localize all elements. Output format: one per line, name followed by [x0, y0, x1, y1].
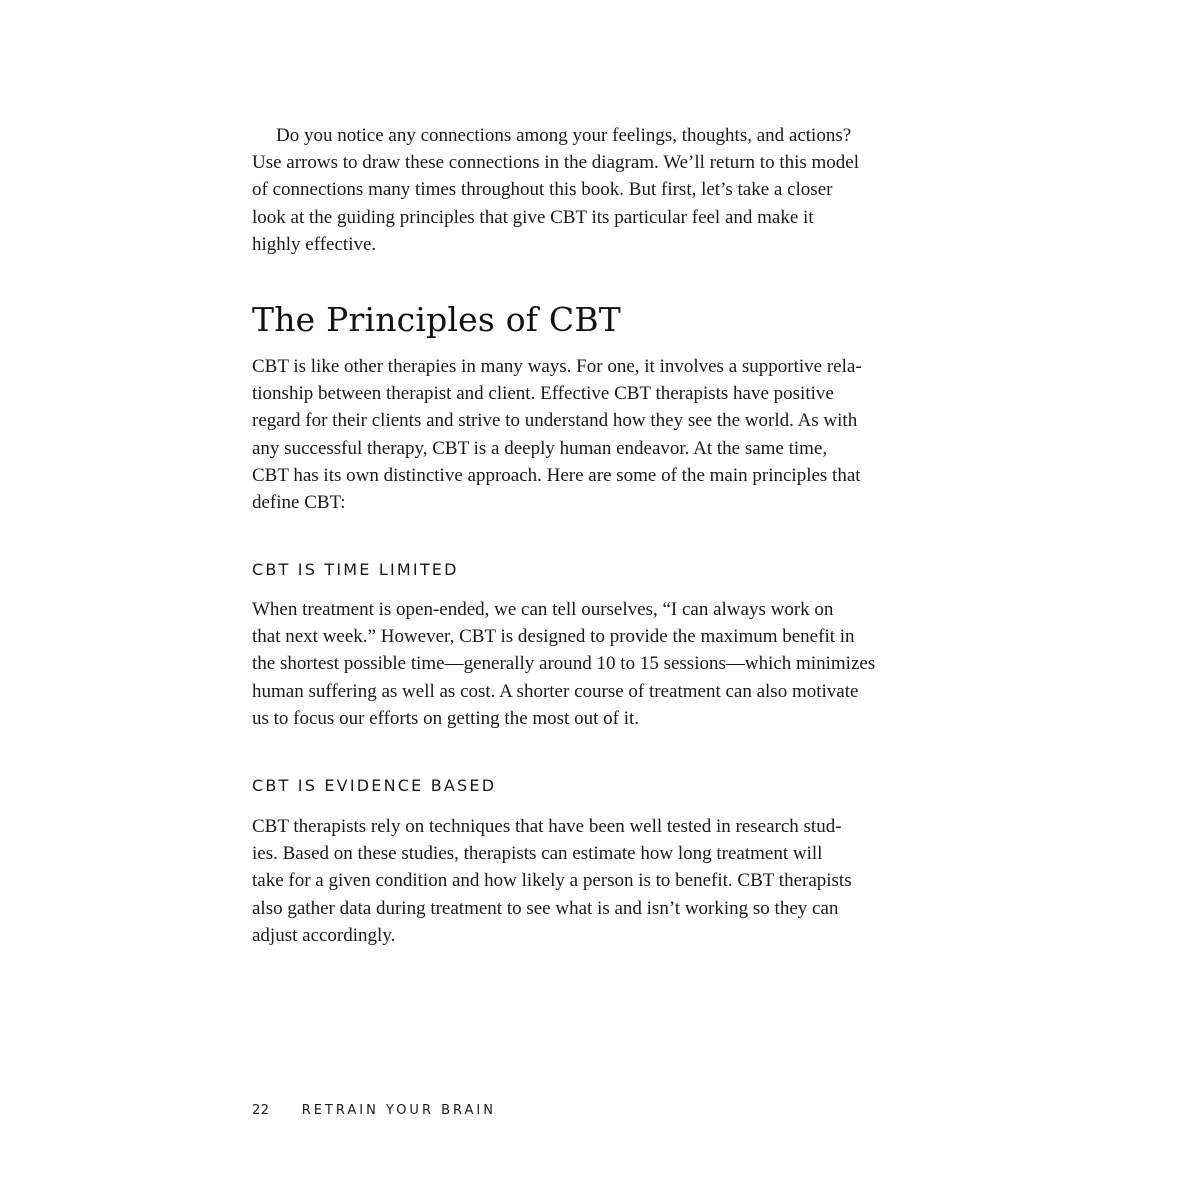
- principle-line: When treatment is open-ended, we can tell ourselves, “I can always work on: [252, 599, 834, 620]
- principle-paragraph: [252, 813, 932, 949]
- principle-line: us to focus our efforts on getting the most out of it.: [252, 707, 639, 729]
- section-intro-line: CBT has its own distinctive approach. Here are some of the main principles that: [252, 464, 861, 486]
- intro-line: look at the guiding principles that give CBT its particular feel and make it: [252, 206, 814, 228]
- principle-paragraph: [252, 596, 932, 732]
- intro-line: Do you notice any connections among your feelings, thoughts, and actions?: [276, 125, 852, 146]
- running-title: RETRAIN YOUR BRAIN: [301, 1103, 496, 1118]
- section-intro-line: any successful therapy, CBT is a deeply human endeavor. At the same time,: [252, 437, 828, 459]
- intro-line: Use arrows to draw these connections in the diagram. We’ll return to this model: [252, 152, 860, 174]
- principle-line: ies. Based on these studies, therapists can estimate how long treatment will: [252, 843, 823, 865]
- principle-line: that next week.” However, CBT is designed to provide the maximum benefit in: [252, 626, 855, 648]
- intro-line: highly effective.: [252, 233, 377, 255]
- section-intro-paragraph: [252, 353, 932, 516]
- principle-body-evidence-based: [252, 813, 932, 949]
- page-number: 22: [252, 1103, 270, 1118]
- intro-line: of connections many times throughout this book. But first, let’s take a closer: [252, 179, 833, 201]
- principle-line: also gather data during treatment to see what is and isn’t working so they can: [252, 897, 839, 919]
- principle-line: CBT therapists rely on techniques that have been well tested in research stud-: [252, 816, 842, 837]
- section-intro-line: define CBT:: [252, 492, 346, 514]
- intro-paragraph-block: [252, 122, 922, 258]
- section-intro-line: regard for their clients and strive to understand how they see the world. As with: [252, 410, 858, 432]
- principle-heading-time-limited: CBT IS TIME LIMITED: [252, 560, 459, 579]
- section-intro-line: tionship between therapist and client. Effective CBT therapists have positive: [252, 383, 834, 405]
- principle-line: human suffering as well as cost. A shorter course of treatment can also motivate: [252, 680, 859, 702]
- section-title: The Principles of CBT: [252, 300, 622, 339]
- page-footer: [252, 1103, 496, 1118]
- principle-body-time-limited: [252, 596, 932, 732]
- intro-paragraph: [252, 122, 922, 258]
- principle-line: adjust accordingly.: [252, 924, 396, 946]
- principle-line: the shortest possible time—generally around 10 to 15 sessions—which minimizes: [252, 653, 876, 675]
- section-intro-line: CBT is like other therapies in many ways. For one, it involves a supportive rela-: [252, 356, 862, 377]
- section-intro-block: [252, 353, 932, 516]
- principle-heading-evidence-based: CBT IS EVIDENCE BASED: [252, 776, 497, 795]
- principle-line: take for a given condition and how likely a person is to benefit. CBT therapists: [252, 870, 852, 892]
